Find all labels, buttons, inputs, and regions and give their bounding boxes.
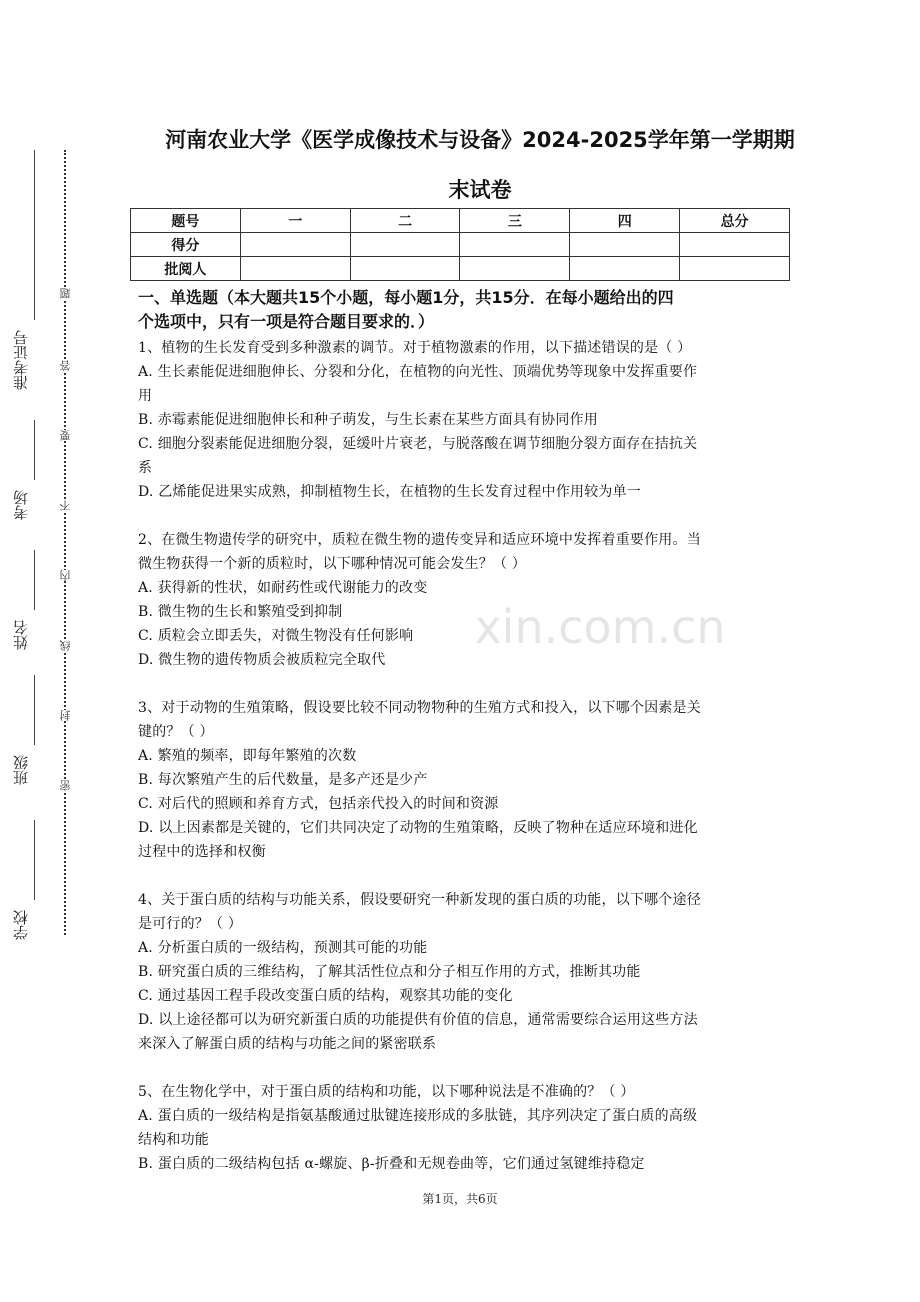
question-option: B. 每次繁殖产生的后代数量，是多产还是少产 bbox=[138, 772, 428, 788]
binding-label-school: 学校 bbox=[12, 910, 30, 940]
question-option: 用 bbox=[138, 388, 153, 404]
binding-margin bbox=[0, 140, 80, 980]
score-header-cell: 一 bbox=[240, 209, 350, 233]
watermark-text: xin.com.cn bbox=[474, 600, 726, 654]
seal-char: 要 bbox=[59, 430, 72, 441]
question-option: 过程中的选择和权衡 bbox=[138, 844, 266, 860]
page-footer: 第1页，共6页 bbox=[422, 1192, 498, 1206]
exam-content bbox=[138, 286, 786, 1200]
section-heading-line: 一、单选题（本大题共15个小题，每小题1分，共15分．在每小题给出的四 bbox=[138, 288, 674, 307]
question-option: B. 蛋白质的二级结构包括 α-螺旋、β-折叠和无规卷曲等，它们通过氢键维持稳定 bbox=[138, 1156, 645, 1172]
score-cell bbox=[680, 257, 790, 281]
score-cell bbox=[460, 233, 570, 257]
question-stem: 5、在生物化学中，对于蛋白质的结构和功能，以下哪种说法是不准确的？（ ） bbox=[138, 1084, 635, 1100]
seal-char: 密 bbox=[59, 780, 72, 791]
score-header-cell: 二 bbox=[350, 209, 460, 233]
section-heading bbox=[138, 286, 786, 334]
question-stem: 键的？（ ） bbox=[138, 724, 214, 740]
score-cell bbox=[570, 257, 680, 281]
question-option: B. 微生物的生长和繁殖受到抑制 bbox=[138, 604, 343, 620]
score-cell bbox=[680, 233, 790, 257]
binding-line bbox=[34, 820, 35, 900]
question-option: C. 细胞分裂素能促进细胞分裂，延缓叶片衰老，与脱落酸在调节细胞分裂方面存在拮抗关 bbox=[138, 436, 698, 452]
score-table bbox=[130, 208, 790, 281]
score-row-label: 得分 bbox=[131, 233, 241, 257]
score-cell bbox=[240, 233, 350, 257]
score-header-cell: 四 bbox=[570, 209, 680, 233]
question-option: C. 质粒会立即丢失，对微生物没有任何影响 bbox=[138, 628, 414, 644]
question-item bbox=[138, 696, 786, 864]
question-option: D. 微生物的遗传物质会被质粒完全取代 bbox=[138, 652, 386, 668]
score-header-cell: 三 bbox=[460, 209, 570, 233]
binding-label-exam-number: 准考证号 bbox=[12, 330, 30, 390]
seal-char: 题 bbox=[59, 288, 72, 299]
question-list bbox=[138, 336, 786, 1176]
binding-line bbox=[34, 550, 35, 610]
question-stem: 微生物获得一个新的质粒时，以下哪种情况可能会发生？（ ） bbox=[138, 556, 527, 572]
question-option: C. 对后代的照顾和养育方式，包括亲代投入的时间和资源 bbox=[138, 796, 499, 812]
score-header-cell: 题号 bbox=[131, 209, 241, 233]
question-option: D. 乙烯能促进果实成熟，抑制植物生长，在植物的生长发育过程中作用较为单一 bbox=[138, 484, 642, 500]
question-stem: 是可行的？（ ） bbox=[138, 916, 243, 932]
question-item bbox=[138, 528, 786, 672]
score-cell bbox=[570, 233, 680, 257]
question-option: A. 获得新的性状，如耐药性或代谢能力的改变 bbox=[138, 580, 428, 596]
question-item bbox=[138, 888, 786, 1056]
binding-label-name: 姓名 bbox=[12, 620, 30, 650]
question-option: A. 分析蛋白质的一级结构，预测其可能的功能 bbox=[138, 940, 428, 956]
question-option: A. 生长素能促进细胞伸长、分裂和分化，在植物的向光性、顶端优势等现象中发挥重要作 bbox=[138, 364, 698, 380]
exam-title-line2: 末试卷 bbox=[448, 178, 512, 202]
seal-char: 线 bbox=[59, 640, 72, 651]
question-option: D. 以上因素都是关键的，它们共同决定了动物的生殖策略，反映了物种在适应环境和进化 bbox=[138, 820, 698, 836]
question-option: 系 bbox=[138, 460, 153, 476]
seal-dotted-line bbox=[64, 150, 66, 935]
question-stem: 3、对于动物的生殖策略，假设要比较不同动物物种的生殖方式和投入，以下哪个因素是关 bbox=[138, 700, 701, 716]
question-option: A. 繁殖的频率，即每年繁殖的次数 bbox=[138, 748, 357, 764]
question-item bbox=[138, 1080, 786, 1176]
section-heading-line: 个选项中，只有一项是符合题目要求的．） bbox=[138, 312, 435, 331]
binding-line bbox=[34, 150, 35, 320]
seal-char: 封 bbox=[59, 710, 72, 721]
question-stem: 4、关于蛋白质的结构与功能关系，假设要研究一种新发现的蛋白质的功能，以下哪个途径 bbox=[138, 892, 701, 908]
binding-line bbox=[34, 675, 35, 745]
score-cell bbox=[460, 257, 570, 281]
question-stem: 2、在微生物遗传学的研究中，质粒在微生物的遗传变异和适应环境中发挥着重要作用。当 bbox=[138, 532, 701, 548]
question-item bbox=[138, 336, 786, 504]
question-option: 来深入了解蛋白质的结构与功能之间的紧密联系 bbox=[138, 1036, 437, 1052]
question-option: C. 通过基因工程手段改变蛋白质的结构，观察其功能的变化 bbox=[138, 988, 513, 1004]
binding-label-class: 班级 bbox=[12, 755, 30, 785]
score-cell bbox=[240, 257, 350, 281]
question-option: 结构和功能 bbox=[138, 1132, 209, 1148]
score-row-label: 批阅人 bbox=[131, 257, 241, 281]
score-cell bbox=[350, 233, 460, 257]
score-table-header-row bbox=[131, 209, 790, 233]
score-cell bbox=[350, 257, 460, 281]
seal-char: 内 bbox=[59, 570, 72, 581]
question-option: D. 以上途径都可以为研究新蛋白质的功能提供有价值的信息，通常需要综合运用这些方法 bbox=[138, 1012, 698, 1028]
question-option: A. 蛋白质的一级结构是指氨基酸通过肽键连接形成的多肽链，其序列决定了蛋白质的高级 bbox=[138, 1108, 698, 1124]
exam-title-line1: 河南农业大学《医学成像技术与设备》2024-2025学年第一学期期 bbox=[165, 128, 795, 152]
binding-line bbox=[34, 420, 35, 480]
seal-char: 不 bbox=[59, 500, 72, 511]
question-option: B. 研究蛋白质的三维结构，了解其活性位点和分子相互作用的方式，推断其功能 bbox=[138, 964, 641, 980]
seal-char: 答 bbox=[59, 360, 72, 371]
score-table-row bbox=[131, 257, 790, 281]
question-option: B. 赤霉素能促进细胞伸长和种子萌发，与生长素在某些方面具有协同作用 bbox=[138, 412, 598, 428]
score-header-cell: 总分 bbox=[680, 209, 790, 233]
binding-label-exam-room: 考场 bbox=[12, 490, 30, 520]
question-stem: 1、植物的生长发育受到多种激素的调节。对于植物激素的作用，以下描述错误的是（ ） bbox=[138, 340, 692, 356]
score-table-row bbox=[131, 233, 790, 257]
